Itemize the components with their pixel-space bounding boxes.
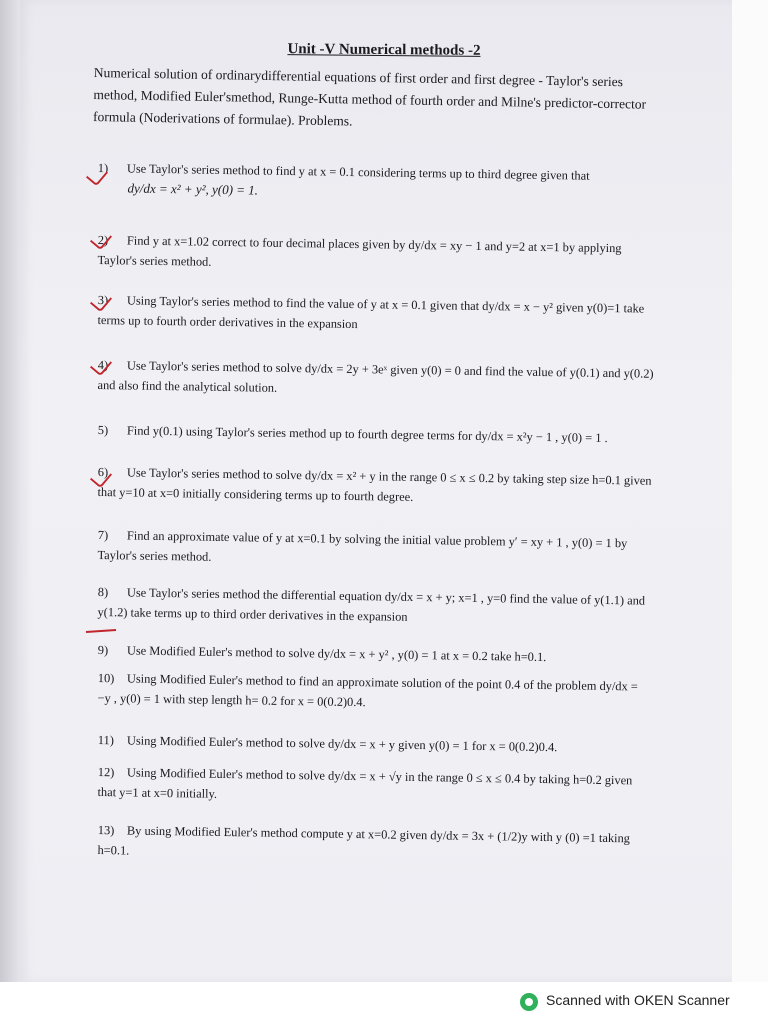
intro-paragraph: Numerical solution of ordinarydifferential equations of first order and first degree - Taylor's series method, Modified Euler'smethod, Runge-Kutta method of fourth order and Milne's predictor-corrector formula (Noderivations of formulae). Problems. [92,64,647,129]
question-text: Find y at x=1.02 correct to four decimal places given by dy/dx = xy − 1 and y=2 at x=1 by applying Taylor's series method. [97,233,622,269]
question-number: 1) [97,160,109,176]
question-text: Find an approximate value of y at x=0.1 by solving the initial value problem y′ = xy + 1 , y(0) = 1 by Taylor's series method. [97,528,628,564]
question-text: Using Taylor's series method to find the value of y at x = 0.1 given that dy/dx = x − y² given y(0)=1 take terms up to fourth order derivatives in the expansion [97,293,645,332]
question-number: 6) [97,464,109,480]
question-text: Use Taylor's series method to solve dy/dx = 2y + 3eˣ given y(0) = 0 and find the value of y(0.1) and y(0.2) and also find the analytical solution. [97,358,654,395]
question-text: Using Modified Euler's method to solve dy/dx = x + √y in the range 0 ≤ x ≤ 0.4 by taking h=0.2 given that y=1 at x=0 initially. [97,765,633,801]
question-text: Use Modified Euler's method to solve dy/dx = x + y² , y(0) = 1 at x = 0.2 take h=0.1. [126,643,547,665]
page-title: Unit -V Numerical methods -2 [287,41,481,59]
question-text: Use Taylor's series method the differential equation dy/dx = x + y; x=1 , y=0 find the value of y(1.1) and y(1.2) take terms up to third order derivatives in the expansion [97,585,646,624]
question-number: 7) [97,527,109,543]
question-text: Using Modified Euler's method to find an approximate solution of the point 0.4 of the problem dy/dx = −y , y(0) = 1 with step length h= 0.2 for x = 0(0.2)0.4. [97,671,638,710]
question-number: 9) [97,642,109,658]
question-equation: dy/dx = x² + y², y(0) = 1. [127,180,259,198]
question-number: 3) [97,292,109,308]
question-text: Use Taylor's series method to solve dy/dx = x² + y in the range 0 ≤ x ≤ 0.2 by taking step size h=0.1 given that y=10 at x=0 initially considering terms up to fourth degree. [97,465,652,504]
question-text: By using Modified Euler's method compute y at x=0.2 given dy/dx = 3x + (1/2)y with y (0) =1 taking h=0.1. [97,823,631,858]
question-number: 5) [97,422,109,438]
oken-scanner-logo-icon [520,993,538,1011]
question-number: 2) [97,232,109,248]
question-text: Using Modified Euler's method to solve dy/dx = x + y given y(0) = 1 for x = 0(0.2)0.4. [126,733,558,755]
question-text: Use Taylor's series method to find y at x = 0.1 considering terms up to third degree given that [126,161,590,183]
page-left-edge [0,0,20,982]
page-right-margin [732,0,768,982]
scanner-watermark-text: Scanned with OKEN Scanner [546,992,730,1008]
question-number: 13) [97,822,115,838]
question-number: 11) [97,732,115,748]
question-number: 8) [97,584,109,600]
question-number: 12) [97,764,115,780]
question-number: 10) [97,670,115,686]
question-number: 4) [97,357,109,373]
question-text: Find y(0.1) using Taylor's series method up to fourth degree terms for dy/dx = x²y − 1 , y(0) = 1 . [126,423,608,446]
